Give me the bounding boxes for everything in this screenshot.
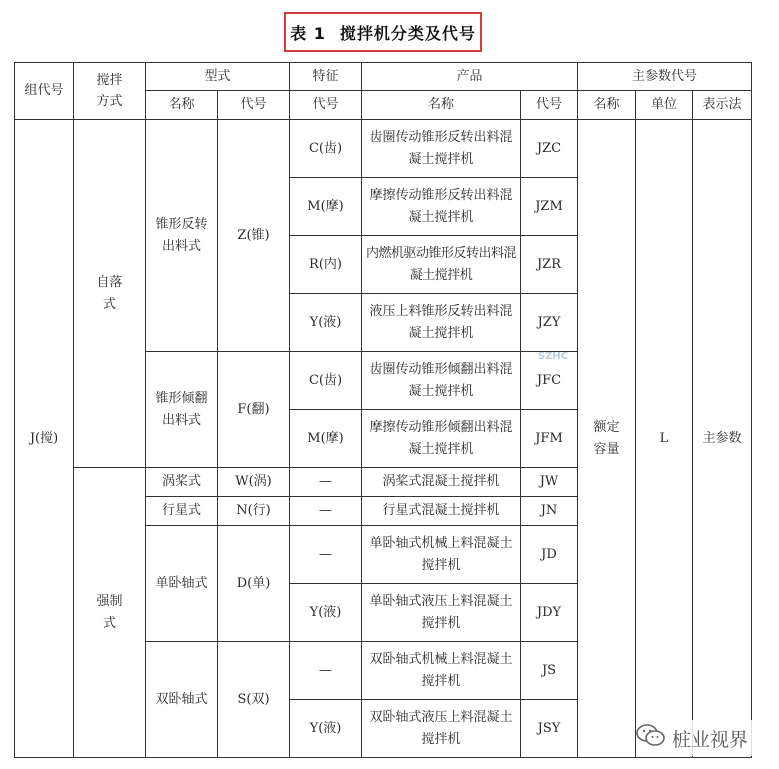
product-name: 行星式混凝土搅拌机 bbox=[362, 497, 521, 526]
method-forced-text: 强制式 bbox=[96, 593, 123, 631]
faint-watermark: SZHC bbox=[537, 350, 569, 362]
product-name bbox=[362, 236, 521, 294]
type-code: W(涡) bbox=[218, 468, 290, 497]
product-name bbox=[362, 584, 521, 642]
watermark-text: 桩业视界 bbox=[672, 728, 749, 751]
product-name bbox=[362, 294, 521, 352]
type-name-text: 锥形反转出料式 bbox=[155, 216, 208, 254]
product-code: JZC bbox=[521, 120, 578, 178]
product-name-text: 内燃机驱动锥形反转出料混凝土搅拌机 bbox=[365, 245, 516, 283]
feature-code: M(摩) bbox=[290, 410, 362, 468]
feature-code: C(齿) bbox=[290, 120, 362, 178]
product-code: JZY bbox=[521, 294, 578, 352]
mixer-classification-table bbox=[14, 62, 752, 758]
type-name: 行星式 bbox=[146, 497, 218, 526]
product-code: JZM bbox=[521, 178, 578, 236]
product-name bbox=[362, 178, 521, 236]
header-mix-method-text: 搅拌方式 bbox=[96, 73, 123, 109]
product-code: JDY bbox=[521, 584, 578, 642]
wechat-icon bbox=[636, 723, 666, 754]
param-expr: 主参数 bbox=[693, 120, 752, 758]
type-code: N(行) bbox=[218, 497, 290, 526]
type-code: D(单) bbox=[218, 526, 290, 642]
product-name: 涡桨式混凝土搅拌机 bbox=[362, 468, 521, 497]
product-name bbox=[362, 352, 521, 410]
feature-code: M(摩) bbox=[290, 178, 362, 236]
type-code: S(双) bbox=[218, 642, 290, 758]
header-product-code: 代号 bbox=[521, 91, 578, 120]
product-code: JFC bbox=[521, 352, 578, 410]
watermark bbox=[636, 720, 768, 756]
product-code: JZR bbox=[521, 236, 578, 294]
product-code: JW bbox=[521, 468, 578, 497]
product-code: JS bbox=[521, 642, 578, 700]
type-code: F(翻) bbox=[218, 352, 290, 468]
product-name-text: 双卧轴式液压上料混凝土搅拌机 bbox=[369, 709, 513, 747]
product-name-text: 液压上料锥形反转出料混凝土搅拌机 bbox=[369, 303, 513, 341]
type-code: Z(锥) bbox=[218, 120, 290, 352]
product-code: JN bbox=[521, 497, 578, 526]
product-name bbox=[362, 526, 521, 584]
group-code-cell: J(搅) bbox=[15, 120, 74, 758]
type-name bbox=[146, 352, 218, 468]
method-gravity-text: 自落式 bbox=[96, 274, 123, 312]
header-type: 型式 bbox=[146, 63, 290, 91]
feature-code: R(内) bbox=[290, 236, 362, 294]
feature-code: Y(液) bbox=[290, 294, 362, 352]
product-name bbox=[362, 410, 521, 468]
feature-code: Y(液) bbox=[290, 700, 362, 758]
table-title bbox=[284, 12, 482, 52]
feature-code: C(齿) bbox=[290, 352, 362, 410]
type-name: 双卧轴式 bbox=[146, 642, 218, 758]
feature-code: — bbox=[290, 497, 362, 526]
type-name: 单卧轴式 bbox=[146, 526, 218, 642]
header-param-name: 名称 bbox=[578, 91, 636, 120]
header-main-param: 主参数代号 bbox=[578, 63, 752, 91]
param-unit: L bbox=[636, 120, 693, 758]
param-name-text: 额定容量 bbox=[593, 419, 620, 457]
header-param-unit: 单位 bbox=[636, 91, 693, 120]
product-name bbox=[362, 700, 521, 758]
product-name-text: 单卧轴式机械上料混凝土搅拌机 bbox=[369, 535, 513, 573]
product-name-text: 齿圈传动锥形倾翻出料混凝土搅拌机 bbox=[369, 361, 513, 399]
product-name-text: 摩擦传动锥形倾翻出料混凝土搅拌机 bbox=[369, 419, 513, 457]
feature-code: — bbox=[290, 642, 362, 700]
header-feature: 特征 bbox=[290, 63, 362, 91]
header-product-name: 名称 bbox=[362, 91, 521, 120]
table-number: 表 1 bbox=[290, 23, 326, 43]
header-param-expr: 表示法 bbox=[693, 91, 752, 120]
param-name bbox=[578, 120, 636, 758]
product-name-text: 齿圈传动锥形反转出料混凝土搅拌机 bbox=[369, 129, 513, 167]
product-name-text: 单卧轴式液压上料混凝土搅拌机 bbox=[369, 593, 513, 631]
type-name: 涡桨式 bbox=[146, 468, 218, 497]
product-name-text: 双卧轴式机械上料混凝土搅拌机 bbox=[369, 651, 513, 689]
type-name-text: 锥形倾翻出料式 bbox=[155, 390, 208, 428]
method-forced bbox=[74, 468, 146, 758]
header-type-code: 代号 bbox=[218, 91, 290, 120]
feature-code: — bbox=[290, 526, 362, 584]
product-code: JD bbox=[521, 526, 578, 584]
product-code: JSY bbox=[521, 700, 578, 758]
table-caption: 搅拌机分类及代号 bbox=[339, 23, 476, 43]
header-feature-code: 代号 bbox=[290, 91, 362, 120]
product-code: JFM bbox=[521, 410, 578, 468]
product-name bbox=[362, 642, 521, 700]
type-name bbox=[146, 120, 218, 352]
header-group-code: 组代号 bbox=[15, 63, 74, 120]
header-mix-method bbox=[74, 63, 146, 120]
product-name bbox=[362, 120, 521, 178]
feature-code: — bbox=[290, 468, 362, 497]
method-gravity bbox=[74, 120, 146, 468]
feature-code: Y(液) bbox=[290, 584, 362, 642]
header-product: 产品 bbox=[362, 63, 578, 91]
product-name-text: 摩擦传动锥形反转出料混凝土搅拌机 bbox=[369, 187, 513, 225]
header-type-name: 名称 bbox=[146, 91, 218, 120]
